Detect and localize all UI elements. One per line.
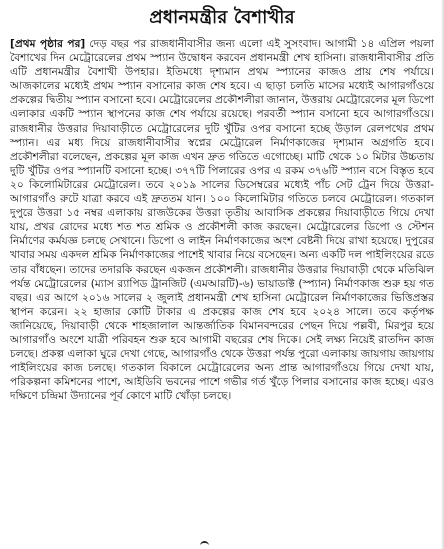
next-article-fragment <box>200 541 209 549</box>
article-headline: প্রধানমন্ত্রীর বৈশাখীর <box>149 7 295 28</box>
continuation-label: [প্রথম পৃষ্ঠার পর] <box>10 38 86 50</box>
article-body <box>10 37 434 403</box>
article-body-text: দেড় বছর পর রাজধানীবাসীর জন্য এলো এই সুসংবাদ। আগামী ১৪ এপ্রিল পয়লা বৈশাখের দিন মেট্রোরেলের প্রথম স্প্যান উদ্বোধন করবেন প্রধানমন্ত্রী শেখ হাসিনা। রাজধানীবাসীর প্রতি এটি প্রধানমন্ত্রীর বৈশাখী উপহার। ইতিমধ্যে দৃশ্যমান প্রথম স্প্যানের কাজও প্রায় শেষ পর্যায়ে। আজকালের মধ্যেই প্রথম স্প্যান বসানোর কাজ শেষ হবে। এ ছাড়া চলতি মাসের মধ্যেই আগারগাঁওয়ে প্রকল্পের দ্বিতীয় স্প্যান বসানো হবে। মেট্রোরেলের প্রকৌশলীরা জানান, উত্তরায় মেট্রোরেলের মূল ডিপো এলাকার একটি স্প্যান স্থাপনের কাজ শেষ পর্যায়ে রয়েছে। পরবর্তী স্প্যান বসানো হবে আগারগাঁওয়ে। রাজধানীর উত্তরার দিয়াবাড়ীতে মেট্রোরেলের দুটি খুঁটির ওপর বসানো হচ্ছে উড়াল রেলপথের প্রথম স্প্যান। এর মধ্য দিয়ে রাজধানীবাসীর স্বপ্নের মেট্রোরেল নির্মাণকাজের দৃশ্যমান অগ্রগতি হবে। প্রকৌশলীরা বলেছেন, প্রকল্পের মূল কাজ এখন দ্রুত গতিতে এগোচ্ছে। মাটি থেকে ১০ মিটার উচ্চতায় দুটি খুঁটির ওপর স্প্যানটি বসানো হচ্ছে। ৩৭৭টি পিলারের ওপর এ রকম ৩৭৬টি স্প্যান বসে বিস্তৃত হবে ২০ কিলোমিটারের মেট্রোরেল। তবে ২০১৯ সালের ডিসেম্বরের মধ্যেই পাঁচ সেট ট্রেন দিয়ে উত্তরা-আগারগাঁও রুটে যাত্রা করবে এই দ্রুততম যান। ১০০ কিলোমিটার গতিতে চলবে মেট্রোরেল। গতকাল দুপুরে উত্তরা ১৫ নম্বর এলাকায় রাজউকের উত্তরা তৃতীয় আবাসিক প্রকল্পের দিয়াবাড়ীতে গিয়ে দেখা যায়, প্রখর রোদের মধ্যে শত শত শ্রমিক ও প্রকৌশলী কাজ করছেন। মেট্রোরেলের ডিপো ও স্টেশন নির্মাণের কর্মযজ্ঞ চলছে সেখানে। ডিপো ও লাইন নির্মাণকাজের অংশ বেষ্টনী দিয়ে রাখা হয়েছে। দুপুরের খাবার সময় একদল শ্রমিক নির্মাণকাজের পাশেই খাবার নিয়ে বসেছেন। অন্য একটি দল পাইলিংয়ের রডে তার বাঁধছেন। তাদের তদারকি করছেন একজন প্রকৌশলী। রাজধানীর উত্তরার দিয়াবাড়ী থেকে মতিঝিল পর্যন্ত মেট্রোরেলের (ম্যাস র‍্যাপিড ট্রানজিট (এমআরটি)-৬) ভায়াডাক্ট (স্প্যান) নির্মাণকাজ শুরু হয় গত বছর। এর আগে ২০১৬ সালের ২ জুলাই প্রধানমন্ত্রী শেখ হাসিনা মেট্রোরেল নির্মাণকাজের ভিত্তিপ্রস্তর স্থাপন করেন। ২২ হাজার কোটি টাকার এ প্রকল্পের কাজ শেষ হবে ২০২৪ সালে। তবে কর্তৃপক্ষ জানিয়েছে, দিয়াবাড়ী থেকে শাহজালাল আন্তর্জাতিক বিমানবন্দরের পেছন দিয়ে পল্লবী, মিরপুর হয়ে আগারগাঁও অংশে যাত্রী পরিবহন শুরু হবে আগামী বছরের শেষ দিকে। সেই লক্ষ্য নিয়েই রাতদিন কাজ চলছে। প্রকল্প এলাকা ঘুরে দেখা গেছে, আগারগাঁও থেকে উত্তরা পর্যন্ত পুরো এলাকায় জায়গায় জায়গায় পাইলিংয়ের কাজ চলছে। গতকাল বিকালে মেট্রোরেলের অন্য প্রান্ত আগারগাঁওয়ে গিয়ে দেখা যায়, পরিকল্পনা কমিশনের পাশে, আইডিবি ভবনের পাশে গভীর গর্ত খুঁড়ে পিলার বসানোর কাজ হচ্ছে। এরও দক্ষিণে চন্দ্রিমা উদ্যানের পূর্ব কোণে মাটি খোঁড়া চলছে। <box>10 38 434 403</box>
